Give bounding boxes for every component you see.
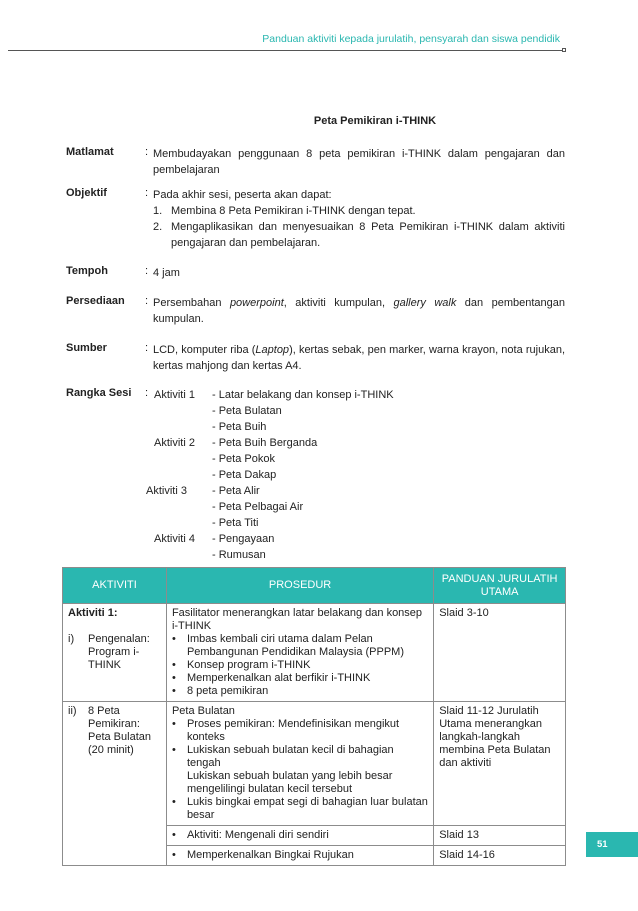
procedure-intro: Fasilitator menerangkan latar belakang dan konsep i-THINK xyxy=(171,607,423,632)
field-colon: : xyxy=(145,295,149,307)
text-run: , aktiviti kumpulan, xyxy=(283,297,394,309)
session-topic: - Peta Dakap xyxy=(212,469,277,481)
procedure-table xyxy=(62,567,566,866)
sub-number: ii) xyxy=(68,705,77,717)
field-value: 4 jam xyxy=(153,267,180,279)
procedure-bullet: • Aktiviti: Mengenali diri sendiri xyxy=(172,829,428,842)
panduan-cell: Slaid 11-12 Jurulatih Utama menerangkan langkah-langkah membina Peta Bulatan dan aktiviti xyxy=(434,702,566,826)
prosedur-cell xyxy=(166,846,433,866)
field-colon: : xyxy=(145,387,149,399)
field-value xyxy=(153,342,565,374)
text-run: ), kertas sebak, pen marker, warna krayon, nota rujukan, kertas mahjong dan kertas A4. xyxy=(153,344,566,372)
session-topic: - Peta Pelbagai Air xyxy=(212,501,304,513)
italic-run: powerpoint xyxy=(229,297,284,309)
table-header-row xyxy=(63,568,566,604)
procedure-bullet: • 8 peta pemikiran xyxy=(172,685,428,698)
session-topic: - Peta Alir xyxy=(212,485,260,497)
procedure-intro: Peta Bulatan xyxy=(171,705,235,717)
text-run: dan pembentangan kumpulan. xyxy=(153,297,565,325)
objektif-intro: Pada akhir sesi, peserta akan dapat: xyxy=(153,189,332,201)
panduan-cell: Slaid 14-16 xyxy=(434,846,566,866)
field-colon: : xyxy=(145,146,149,158)
procedure-bullet: • Lukis bingkai empat segi di bahagian luar bulatan besar xyxy=(172,796,428,822)
field-label: Rangka Sesi xyxy=(66,387,132,399)
header-rule xyxy=(8,50,563,51)
item-text: Mengaplikasikan dan menyesuaikan 8 Peta Pemikiran i-THINK dalam aktiviti pengajaran dan pembelajaran. xyxy=(171,221,565,249)
session-topic: - Peta Titi xyxy=(212,517,259,529)
field-colon: : xyxy=(145,187,149,199)
objektif-item xyxy=(153,203,565,219)
session-activity-name: Aktiviti 3 xyxy=(146,485,187,497)
field-colon: : xyxy=(145,342,149,354)
aktiviti-cell xyxy=(63,702,167,866)
session-topic: - Pengayaan xyxy=(212,533,275,545)
field-label: Matlamat xyxy=(66,146,114,158)
field-colon: : xyxy=(145,265,149,277)
session-topic: - Peta Buih xyxy=(212,421,267,433)
procedure-bullet: • Proses pemikiran: Mendefinisikan mengikut konteks xyxy=(172,718,428,744)
procedure-continuation: Lukiskan sebuah bulatan yang lebih besar mengelilingi bulatan kecil tersebut xyxy=(186,770,393,795)
procedure-bullet: • Memperkenalkan alat berfikir i-THINK xyxy=(172,672,428,685)
field-label: Objektif xyxy=(66,187,107,199)
field-label: Sumber xyxy=(66,342,107,354)
objektif-item xyxy=(153,219,565,251)
sub-text: Pengenalan: Program i-THINK xyxy=(88,633,150,671)
session-topic: - Latar belakang dan konsep i-THINK xyxy=(212,389,394,401)
session-topic: - Peta Pokok xyxy=(212,453,275,465)
field-tempoh xyxy=(66,265,566,281)
sub-text: 8 Peta Pemikiran: Peta Bulatan (20 minit) xyxy=(88,705,151,756)
table-row xyxy=(63,702,566,826)
prosedur-cell xyxy=(166,604,433,702)
session-topic: - Peta Buih Berganda xyxy=(212,437,318,449)
procedure-bullet: • Imbas kembali ciri utama dalam Pelan Pembangunan Pendidikan Malaysia (PPPM) xyxy=(172,633,428,659)
session-topic: - Rumusan xyxy=(212,549,266,561)
item-text: Membina 8 Peta Pemikiran i-THINK dengan tepat. xyxy=(171,205,416,217)
header-prosedur: PROSEDUR xyxy=(166,568,433,604)
session-activity-name: Aktiviti 4 xyxy=(154,533,195,545)
field-objektif xyxy=(66,187,566,251)
session-topic: - Peta Bulatan xyxy=(212,405,282,417)
panduan-cell: Slaid 3-10 xyxy=(434,604,566,702)
panduan-cell: Slaid 13 xyxy=(434,826,566,846)
text-run: LCD, komputer riba ( xyxy=(153,344,256,356)
field-sumber xyxy=(66,342,566,374)
field-value xyxy=(153,295,565,327)
field-matlamat xyxy=(66,146,566,178)
procedure-bullet: • Lukiskan sebuah bulatan kecil di bahagian tengah xyxy=(172,744,428,770)
item-number: 2. xyxy=(153,221,163,233)
italic-run: gallery walk xyxy=(393,297,457,309)
prosedur-cell xyxy=(166,826,433,846)
field-persediaan xyxy=(66,295,566,327)
prosedur-cell xyxy=(166,702,433,826)
header-panduan: PANDUAN JURULATIH UTAMA xyxy=(434,568,566,604)
aktiviti-cell xyxy=(63,604,167,702)
header-rule-end-marker xyxy=(562,48,566,52)
running-header: Panduan aktiviti kepada jurulatih, pensyarah dan siswa pendidik xyxy=(262,33,560,45)
page-number-tab: 51 xyxy=(586,832,638,857)
activity-title: Aktiviti 1: xyxy=(68,607,118,619)
procedure-bullet: • Memperkenalkan Bingkai Rujukan xyxy=(172,849,428,862)
sub-activity xyxy=(68,633,161,672)
session-activity-name: Aktiviti 2 xyxy=(154,437,195,449)
italic-run: Laptop xyxy=(255,344,290,356)
field-value xyxy=(153,187,565,251)
session-activity-name: Aktiviti 1 xyxy=(154,389,195,401)
field-label: Persediaan xyxy=(66,295,125,307)
sub-activity xyxy=(68,705,161,757)
field-label: Tempoh xyxy=(66,265,108,277)
item-number: 1. xyxy=(153,205,163,217)
field-value: Membudayakan penggunaan 8 peta pemikiran i-THINK dalam pengajaran dan pembelajaran xyxy=(153,148,565,176)
header-aktiviti: AKTIVITI xyxy=(63,568,167,604)
page-title: Peta Pemikiran i-THINK xyxy=(313,115,437,127)
sub-number: i) xyxy=(68,633,75,645)
table-row xyxy=(63,604,566,702)
field-rangka-sesi xyxy=(66,387,566,563)
procedure-bullet: • Konsep program i-THINK xyxy=(172,659,428,672)
text-run: Persembahan xyxy=(153,297,230,309)
